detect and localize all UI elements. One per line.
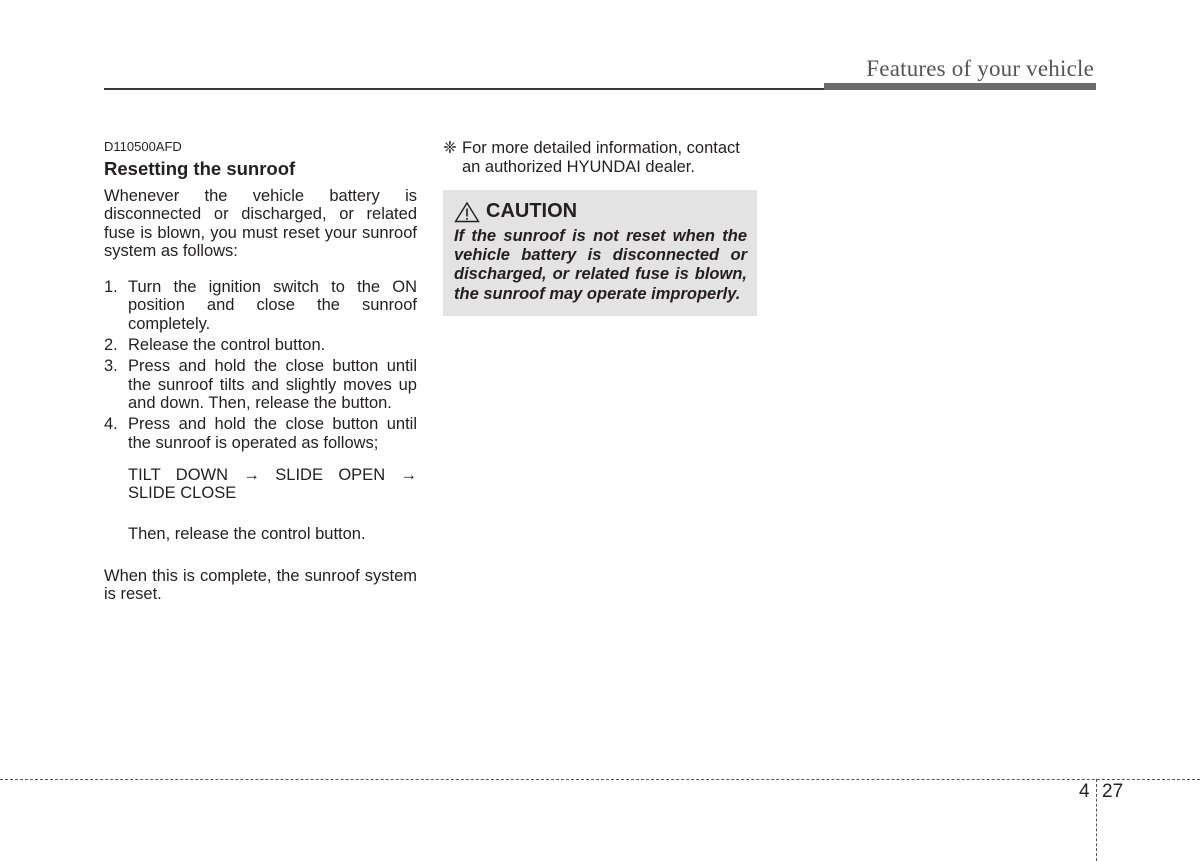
section-title: Resetting the sunroof — [104, 158, 296, 179]
warning-triangle-icon — [454, 201, 480, 223]
list-item — [104, 336, 417, 354]
step-number: 3. — [104, 357, 118, 376]
step-number: 2. — [104, 336, 118, 355]
step-text: Turn the ignition switch to the ON position and close the sunroof completely. — [128, 278, 417, 333]
caution-box — [443, 190, 757, 316]
list-item — [104, 415, 417, 452]
list-item — [104, 278, 417, 333]
dealer-note — [443, 139, 757, 177]
step-text: Press and hold the close button until the sunroof tilts and slightly moves up and down. Then, release the button. — [128, 357, 417, 412]
step-text: Press and hold the close button until the sunroof is operated as follows; — [128, 415, 417, 452]
release-instruction: Then, release the control button. — [128, 525, 366, 544]
steps-list — [104, 278, 417, 452]
running-header: Features of your vehicle — [866, 56, 1094, 81]
right-column — [443, 139, 757, 316]
chapter-number: 4 — [1079, 781, 1090, 802]
caution-title: CAUTION — [486, 200, 578, 222]
note-text: For more detailed information, contact an authorized HYUNDAI dealer. — [462, 139, 740, 176]
operation-sequence: TILT DOWN → SLIDE OPEN → — [128, 465, 417, 484]
header-rule — [104, 88, 824, 90]
list-item — [104, 357, 417, 412]
step-text: Release the control button. — [128, 336, 326, 355]
section-code: D110500AFD — [104, 139, 182, 154]
header-bar — [824, 83, 1096, 90]
note-mark-icon: ❈ — [443, 139, 457, 157]
operation-sequence-end: SLIDE CLOSE — [128, 484, 237, 503]
step-number: 4. — [104, 415, 118, 434]
intro-paragraph: Whenever the vehicle battery is disconnected or discharged, or related fuse is blown, you must reset your sunroof system as follows: — [104, 187, 417, 260]
caution-text: If the sunroof is not reset when the vehicle battery is disconnected or discharged, or related fuse is blown, the sunroof may operate improperly. — [454, 227, 747, 303]
footer-rule — [0, 779, 1200, 780]
step-number: 1. — [104, 278, 118, 297]
caution-header — [454, 200, 747, 223]
closing-paragraph: When this is complete, the sunroof system is reset. — [104, 566, 417, 604]
left-column — [104, 139, 417, 603]
footer-divider — [1096, 779, 1097, 861]
page-number: 27 — [1102, 781, 1124, 802]
